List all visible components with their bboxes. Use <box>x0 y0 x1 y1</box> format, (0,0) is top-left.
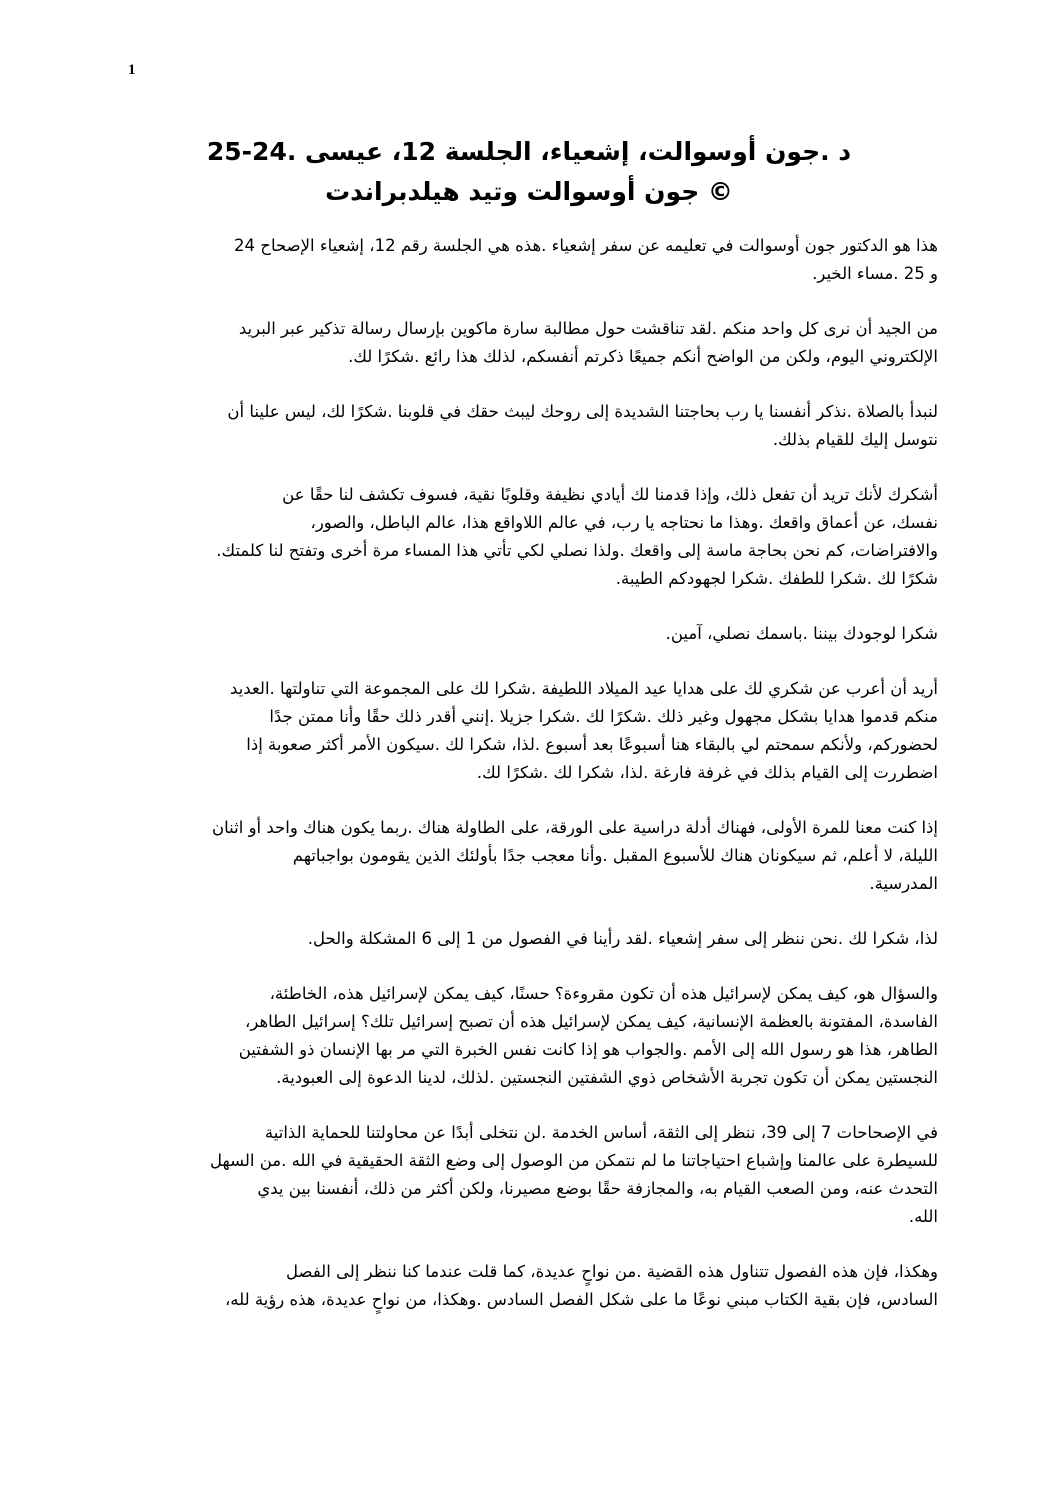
document-body <box>128 232 938 1341</box>
text-line: .شكرا لوجودك بيننا .باسمك نصلي، آمين <box>665 624 938 643</box>
text-line: أريد أن أعرب عن شكري لك على هدايا عيد الميلاد اللطيفة .شكرا لك على المجموعة التي تناولتها .العديد <box>230 679 938 698</box>
text-line: لحضوركم، ولأنكم سمحتم لي بالبقاء هنا أسبوعًا بعد أسبوع .لذا، شكرا لك .سيكون الأمر أكثر صعوبة إذا <box>246 735 938 754</box>
text-line: .اضطررت إلى القيام بذلك في غرفة فارغة .لذا، شكرا لك .شكرًا لك <box>476 763 938 782</box>
text-line: التحدث عنه، ومن الصعب القيام به، والمجازفة حقًا بوضع مصيرنا، ولكن أكثر من ذلك، أنفسنا بين يدي <box>257 1179 938 1198</box>
paragraph <box>128 1258 938 1314</box>
text-line: الطاهر، هذا هو رسول الله إلى الأمم .والجواب هو إذا كانت نفس الخبرة التي مر بها الإنسان ذو الشفتين <box>238 1040 938 1059</box>
text-line: .و 25 .مساء الخير <box>812 264 938 283</box>
text-line: .المدرسية <box>869 874 938 893</box>
text-line: .النجستين يمكن أن تكون تجربة الأشخاص ذوي الشفتين النجستين .لذلك، لدينا الدعوة إلى العبودية <box>276 1068 938 1087</box>
paragraph <box>128 675 938 787</box>
paragraph <box>128 1119 938 1231</box>
document-title <box>0 132 1058 212</box>
paragraph <box>128 232 938 288</box>
text-line: .والافتراضات، كم نحن بحاجة ماسة إلى واقعك .ولذا نصلي لكي تأتي هذا المساء مرة أخرى وتفتح لنا كلمتك <box>216 541 938 560</box>
text-line: هذا هو الدكتور جون أوسوالت في تعليمه عن سفر إشعياء .هذه هي الجلسة رقم 12، إشعياء الإصحاح 24 <box>234 236 938 255</box>
text-line: .لذا، شكرا لك .نحن ننظر إلى سفر إشعياء .لقد رأينا في الفصول من 1 إلى 6 المشكلة والحل <box>307 929 938 948</box>
text-line: لنبدأ بالصلاة .نذكر أنفسنا يا رب بحاجتنا الشديدة إلى روحك ليبث حقك في قلوبنا .شكرًا لك، ليس علينا أن <box>227 402 938 421</box>
paragraph <box>128 315 938 371</box>
title-line: د .جون أوسوالت، إشعياء، الجلسة 12، عيسى .24-25 <box>206 137 852 166</box>
paragraph <box>128 925 938 953</box>
paragraph <box>128 398 938 454</box>
text-line: ،الفاسدة، المفتونة بالعظمة الإنسانية، كيف يمكن لإسرائيل هذه أن تصبح إسرائيل تلك؟ إسرائيل الطاهر <box>245 1012 938 1031</box>
text-line: إذا كنت معنا للمرة الأولى، فهناك أدلة دراسية على الورقة، على الطاولة هناك .ربما يكون هناك واحد أو اثنان <box>212 818 938 837</box>
text-line: من الجيد أن نرى كل واحد منكم .لقد تناقشت حول مطالبة سارة ماكوين بإرسال رسالة تذكير عبر البريد <box>238 319 938 338</box>
text-line: ،والسؤال هو، كيف يمكن لإسرائيل هذه أن تكون مقروءة؟ حسنًا، كيف يمكن لإسرائيل هذه، الخاطئة <box>269 984 938 1003</box>
text-line: الليلة، لا أعلم، ثم سيكونان هناك للأسبوع المقبل .وأنا معجب جدًا بأولئك الذين يقومون بواجباتهم <box>292 846 938 865</box>
text-line: للسيطرة على عالمنا وإشباع احتياجاتنا ما لم نتمكن من الوصول إلى وضع الثقة الحقيقية في الله .من السهل <box>210 1151 938 1170</box>
title-line: جون أوسوالت وتيد هيلدبراندت © <box>325 177 733 206</box>
text-line: وهكذا، فإن هذه الفصول تتناول هذه القضية .من نواحٍ عديدة، كما قلت عندما كنا ننظر إلى الفصل <box>286 1262 938 1281</box>
paragraph <box>128 980 938 1092</box>
page-number: 1 <box>128 62 136 78</box>
paragraph <box>128 481 938 593</box>
text-line: ،نفسك، عن أعماق واقعك .وهذا ما نحتاجه يا رب، في عالم اللاواقع هذا، عالم الباطل، والصور <box>310 513 938 532</box>
text-line: .شكرًا لك .شكرا للطفك .شكرا لجهودكم الطيبة <box>615 569 938 588</box>
paragraph <box>128 620 938 648</box>
text-line: .الله <box>908 1207 938 1226</box>
text-line: أشكرك لأنك تريد أن تفعل ذلك، وإذا قدمنا لك أيادي نظيفة وقلوبًا نقية، فسوف تكشف لنا حقًا عن <box>282 485 938 504</box>
text-line: .نتوسل إليك للقيام بذلك <box>772 430 938 449</box>
text-line: في الإصحاحات 7 إلى 39، ننظر إلى الثقة، أساس الخدمة .لن نتخلى أبدًا عن محاولتنا للحماية الذاتية <box>264 1123 938 1142</box>
paragraph <box>128 814 938 898</box>
text-line: .الإلكتروني اليوم، ولكن من الواضح أنكم جميعًا ذكرتم أنفسكم، لذلك هذا رائع .شكرًا لك <box>348 347 938 366</box>
text-line: ،السادس، فإن بقية الكتاب مبني نوعًا ما على شكل الفصل السادس .وهكذا، من نواحٍ عديدة، هذه رؤية لله <box>224 1290 938 1309</box>
text-line: منكم قدموا هدايا بشكل مجهول وغير ذلك .شكرًا لك .شكرا جزيلا .إنني أقدر ذلك حقًا وأنا ممتن جدًا <box>269 707 938 726</box>
